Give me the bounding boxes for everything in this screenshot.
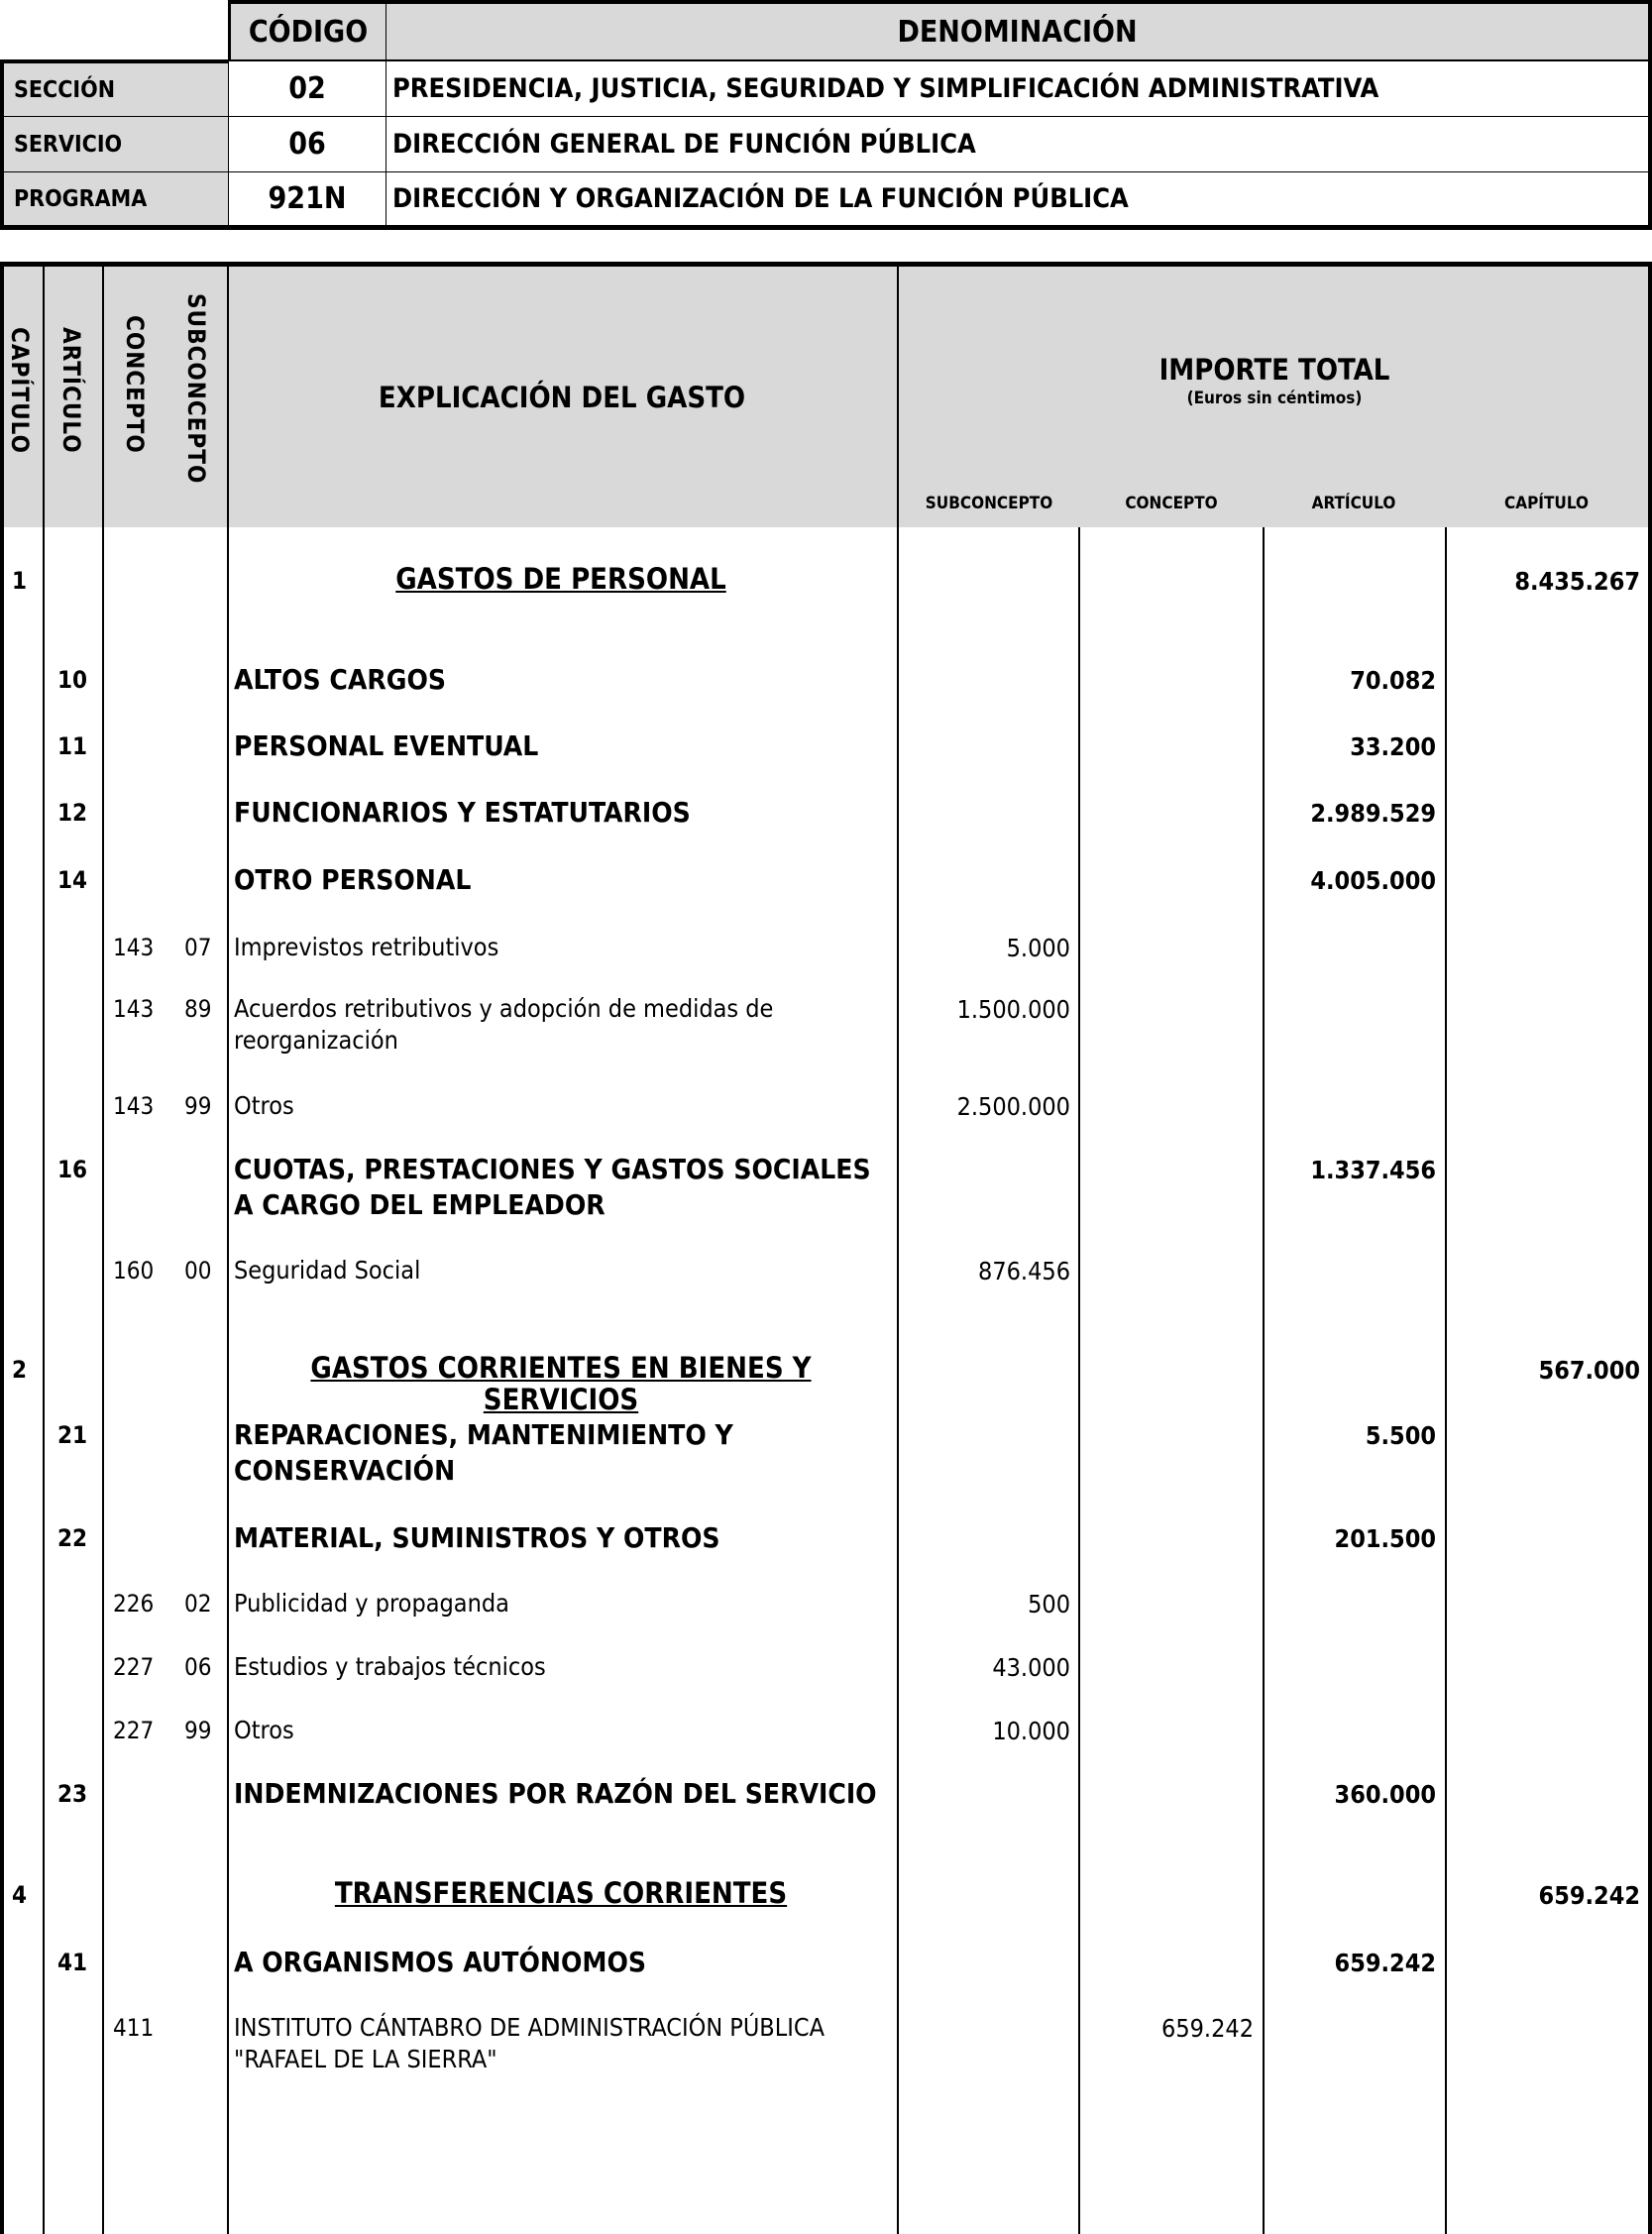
- articulo-code: 16: [57, 1156, 88, 1183]
- seccion-code: 02: [228, 59, 386, 117]
- articulo-code: 41: [57, 1949, 88, 1976]
- subconcepto-code: 00: [184, 1257, 212, 1285]
- subconcepto-code: 06: [184, 1653, 212, 1681]
- article-title: ALTOS CARGOS: [234, 663, 447, 696]
- identification-table: [0, 0, 1652, 230]
- amount-subconcepto: 2.500.000: [956, 1092, 1070, 1121]
- amount-capitulo: 567.000: [1538, 1356, 1640, 1385]
- column-divider: [1263, 527, 1265, 2234]
- subconcepto-code: 89: [184, 995, 212, 1023]
- concepto-code: 227: [113, 1653, 155, 1681]
- subconcepto-code: 99: [184, 1717, 212, 1744]
- item-description: INSTITUTO CÁNTABRO DE ADMINISTRACIÓN PÚBLICA "RAFAEL DE LA SIERRA": [234, 2013, 825, 2073]
- item-description: Acuerdos retributivos y adopción de medidas de reorganización: [234, 994, 774, 1055]
- subconcepto-code: 99: [184, 1092, 212, 1120]
- codigo-header: CÓDIGO: [228, 0, 386, 61]
- item-description: Imprevistos retributivos: [234, 933, 499, 961]
- importe-total-title: IMPORTE TOTAL: [1158, 353, 1390, 387]
- amount-subconcepto: 5.000: [1006, 934, 1070, 962]
- concepto-code: 227: [113, 1717, 155, 1744]
- item-description: Estudios y trabajos técnicos: [234, 1652, 546, 1681]
- column-divider: [102, 264, 104, 2234]
- chapter-title: GASTOS CORRIENTES EN BIENES Y SERVICIOS: [310, 1351, 812, 1416]
- programa-name: DIRECCIÓN Y ORGANIZACIÓN DE LA FUNCIÓN PÚBLICA: [385, 171, 1652, 230]
- concepto-code: 226: [113, 1590, 155, 1618]
- amount-articulo: 659.242: [1334, 1949, 1436, 1977]
- article-title: REPARACIONES, MANTENIMIENTO Y CONSERVACIÓN: [234, 1418, 733, 1487]
- amount-col-capitulo: CAPÍTULO: [1504, 494, 1589, 513]
- subconcepto-column-header: SUBCONCEPTO: [182, 293, 210, 485]
- articulo-code: 10: [57, 666, 88, 694]
- amount-subconcepto: 876.456: [978, 1257, 1070, 1285]
- articulo-code: 11: [57, 732, 88, 760]
- article-title: OTRO PERSONAL: [234, 863, 472, 896]
- servicio-code: 06: [228, 116, 386, 172]
- amount-articulo: 360.000: [1334, 1780, 1436, 1809]
- article-title: INDEMNIZACIONES POR RAZÓN DEL SERVICIO: [234, 1777, 877, 1810]
- item-description: Otros: [234, 1091, 294, 1120]
- column-divider: [227, 264, 229, 2234]
- explicacion-column-header: EXPLICACIÓN DEL GASTO: [378, 381, 746, 414]
- article-title: CUOTAS, PRESTACIONES Y GASTOS SOCIALES A CARGO DEL EMPLEADOR: [234, 1153, 871, 1221]
- subconcepto-code: 02: [184, 1590, 212, 1618]
- table-left-border: [0, 264, 4, 2234]
- amount-concepto: 659.242: [1161, 2014, 1254, 2043]
- articulo-code: 23: [57, 1780, 88, 1808]
- amount-articulo: 1.337.456: [1310, 1156, 1436, 1184]
- amount-articulo: 5.500: [1365, 1421, 1436, 1450]
- amount-col-subconcepto: SUBCONCEPTO: [925, 494, 1053, 513]
- amount-articulo: 201.500: [1334, 1524, 1436, 1553]
- amount-col-concepto: CONCEPTO: [1125, 494, 1218, 513]
- concepto-code: 143: [113, 934, 155, 961]
- item-description: Otros: [234, 1716, 294, 1744]
- articulo-column-header: ARTÍCULO: [57, 327, 85, 454]
- subconcepto-code: 07: [184, 934, 212, 961]
- item-description: Seguridad Social: [234, 1256, 421, 1285]
- amount-articulo: 70.082: [1350, 666, 1436, 695]
- chapter-title: TRANSFERENCIAS CORRIENTES: [334, 1876, 788, 1910]
- seccion-label: SECCIÓN: [0, 59, 229, 117]
- importe-total-subtitle: (Euros sin céntimos): [1186, 389, 1363, 408]
- amount-col-articulo: ARTÍCULO: [1311, 494, 1396, 513]
- amount-capitulo: 659.242: [1538, 1881, 1640, 1910]
- articulo-code: 21: [57, 1421, 88, 1449]
- amount-articulo: 33.200: [1350, 732, 1436, 761]
- column-divider: [897, 264, 899, 2234]
- capitulo-code: 4: [12, 1881, 28, 1909]
- article-title: MATERIAL, SUMINISTROS Y OTROS: [234, 1521, 720, 1554]
- servicio-name: DIRECCIÓN GENERAL DE FUNCIÓN PÚBLICA: [385, 116, 1652, 172]
- concepto-code: 411: [113, 2014, 155, 2042]
- articulo-code: 14: [57, 866, 88, 894]
- concepto-code: 143: [113, 995, 155, 1023]
- articulo-code: 22: [57, 1524, 88, 1552]
- programa-code: 921N: [228, 171, 386, 230]
- denominacion-header: DENOMINACIÓN: [385, 0, 1652, 61]
- programa-label: PROGRAMA: [0, 171, 229, 230]
- concepto-column-header: CONCEPTO: [121, 315, 149, 454]
- column-divider: [43, 264, 45, 2234]
- amount-subconcepto: 10.000: [992, 1717, 1070, 1745]
- concepto-code: 143: [113, 1092, 155, 1120]
- column-divider: [1078, 527, 1080, 2234]
- amount-subconcepto: 500: [1028, 1590, 1070, 1619]
- articulo-code: 12: [57, 799, 88, 827]
- capitulo-code: 1: [12, 567, 28, 595]
- seccion-name: PRESIDENCIA, JUSTICIA, SEGURIDAD Y SIMPLIFICACIÓN ADMINISTRATIVA: [385, 59, 1652, 117]
- item-description: Publicidad y propaganda: [234, 1589, 509, 1618]
- chapter-title: GASTOS DE PERSONAL: [395, 562, 726, 596]
- table-right-border: [1648, 264, 1652, 2234]
- article-title: A ORGANISMOS AUTÓNOMOS: [234, 1946, 647, 1978]
- amount-subconcepto: 1.500.000: [956, 995, 1070, 1024]
- capitulo-code: 2: [12, 1356, 28, 1384]
- amount-subconcepto: 43.000: [992, 1653, 1070, 1682]
- amount-articulo: 2.989.529: [1310, 799, 1436, 828]
- servicio-label: SERVICIO: [0, 116, 229, 172]
- amount-articulo: 4.005.000: [1310, 866, 1436, 895]
- concepto-code: 160: [113, 1257, 155, 1285]
- capitulo-column-header: CAPÍTULO: [6, 327, 34, 454]
- table-top-border: [0, 262, 1652, 267]
- article-title: PERSONAL EVENTUAL: [234, 729, 539, 762]
- article-title: FUNCIONARIOS Y ESTATUTARIOS: [234, 796, 691, 829]
- amount-capitulo: 8.435.267: [1514, 567, 1640, 596]
